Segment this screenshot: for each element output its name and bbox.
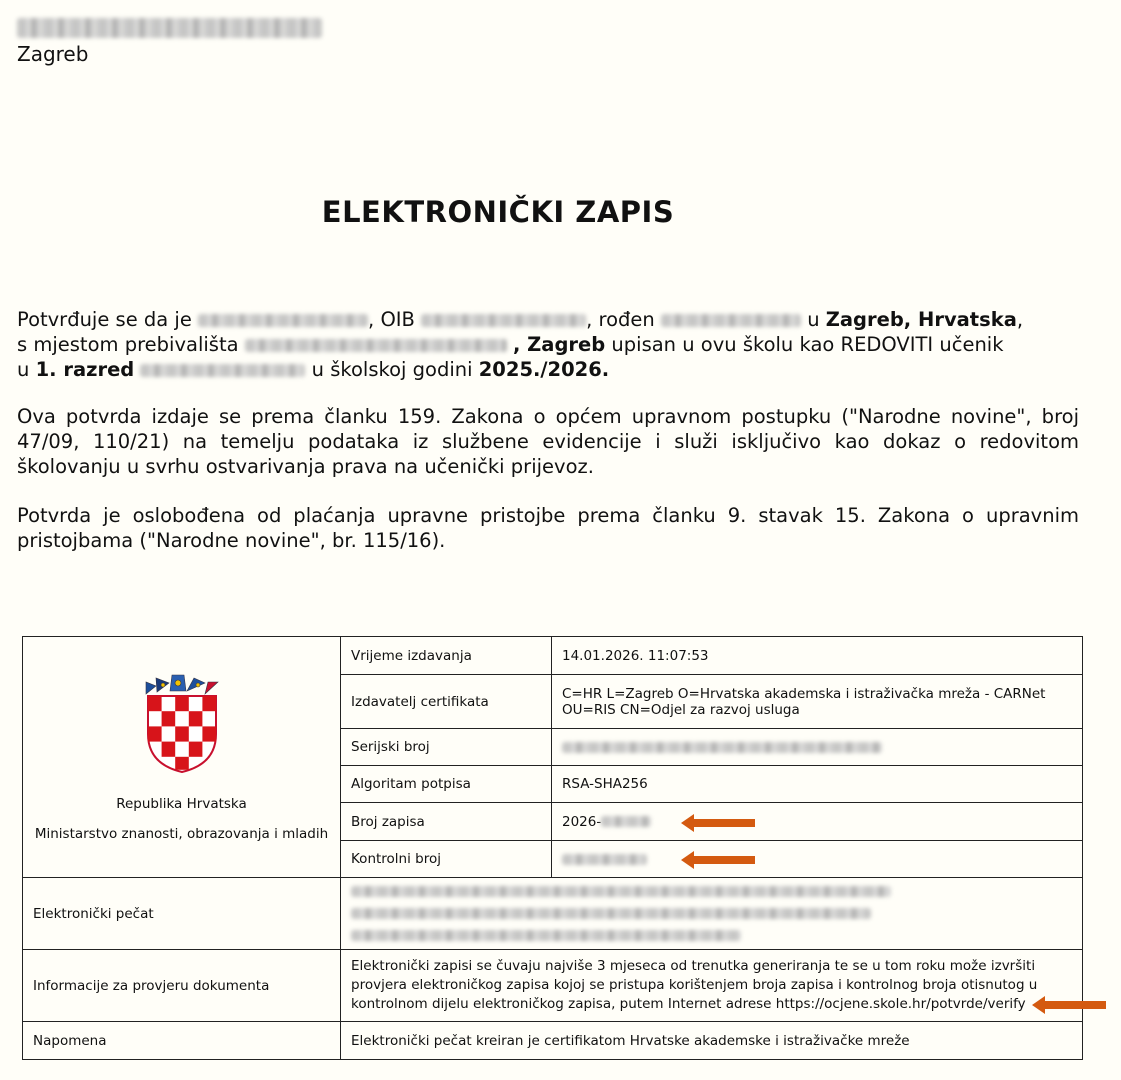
algorithm-value: RSA-SHA256 — [552, 766, 1083, 803]
seal-value — [341, 878, 1083, 950]
cert-issuer-label: Izdavatelj certifikata — [341, 675, 552, 729]
record-number-value: 2026- — [552, 803, 1083, 841]
redacted-oib — [421, 314, 586, 327]
note-text: Elektronički pečat kreiran je certifikatom Hrvatske akademske i istraživačke mreže — [341, 1022, 1083, 1060]
redacted-class-program — [140, 364, 305, 377]
redacted-seal-line — [351, 908, 871, 919]
redacted-address — [245, 339, 507, 352]
serial-number-label: Serijski broj — [341, 729, 552, 766]
seal-label: Elektronički pečat — [23, 878, 341, 950]
issue-time-value: 14.01.2026. 11:07:53 — [552, 637, 1083, 675]
control-number-label: Kontrolni broj — [341, 841, 552, 878]
fee-exemption-paragraph: Potvrda je oslobođena od plaćanja upravne pristojbe prema članku 9. stavak 15. Zakona o upravnim pristojbama ("Narodne novine", br. 115/16). — [17, 504, 1079, 552]
redacted-serial-number — [562, 742, 882, 753]
redacted-birth-date — [661, 314, 801, 327]
arrow-left-icon — [680, 813, 756, 833]
redacted-seal-line — [351, 886, 891, 897]
cert-issuer-value: C=HR L=Zagreb O=Hrvatska akademska i istraživačka mreža - CARNet OU=RIS CN=Odjel za razvoj usluga — [552, 675, 1083, 729]
document-title: ELEKTRONIČKI ZAPIS — [321, 195, 675, 229]
redacted-control-number — [562, 854, 647, 865]
note-label: Napomena — [23, 1022, 341, 1060]
croatia-coat-of-arms-icon — [142, 672, 222, 774]
serial-number-value — [552, 729, 1083, 766]
redacted-student-name — [198, 314, 368, 327]
verification-text: Elektronički zapisi se čuvaju najviše 3 mjeseca od trenutka generiranja te se u tom roku može izvršiti provjera elektroničkog zapisa kojoj se pristupa korištenjem broja zapisa i kontrolnog broja otisnutog u kontrolnom dijelu elektroničkog zapisa, putem Internet adrese https://ocjene.skole.hr/potvrde/verify — [341, 950, 1083, 1022]
header-city: Zagreb — [17, 42, 89, 66]
arrow-left-icon — [1031, 995, 1107, 1015]
issuer-block — [23, 637, 341, 878]
record-number-label: Broj zapisa — [341, 803, 552, 841]
issue-time-label: Vrijeme izdavanja — [341, 637, 552, 675]
legal-basis-paragraph: Ova potvrda izdaje se prema članku 159. Zakona o općem upravnom postupku ("Narodne novine", broj 47/09, 110/21) na temelju podataka iz službene evidencije i služi isključivo kao dokaz o redovitom školovanju u svrhu ostvarivanja prava na učenički prijevoz. — [17, 405, 1079, 478]
redacted-school-name — [17, 18, 322, 38]
issuer-ministry: Ministarstvo znanosti, obrazovanja i mladih — [34, 826, 329, 842]
issuer-country: Republika Hrvatska — [116, 796, 247, 812]
letter-header — [17, 12, 322, 68]
e-record-metadata-table — [22, 636, 1083, 1060]
confirmation-paragraph: Potvrđuje se da je , OIB , rođen u Zagreb, Hrvatska, s mjestom prebivališta , Zagreb upisan u ovu školu kao REDOVITI učenik u 1. razred u školskoj godini 2025./2026. — [17, 308, 1024, 381]
redacted-seal-line — [351, 930, 741, 941]
control-number-value — [552, 841, 1083, 878]
verification-label: Informacije za provjeru dokumenta — [23, 950, 341, 1022]
arrow-left-icon — [680, 850, 756, 870]
redacted-record-number — [601, 816, 651, 827]
algorithm-label: Algoritam potpisa — [341, 766, 552, 803]
